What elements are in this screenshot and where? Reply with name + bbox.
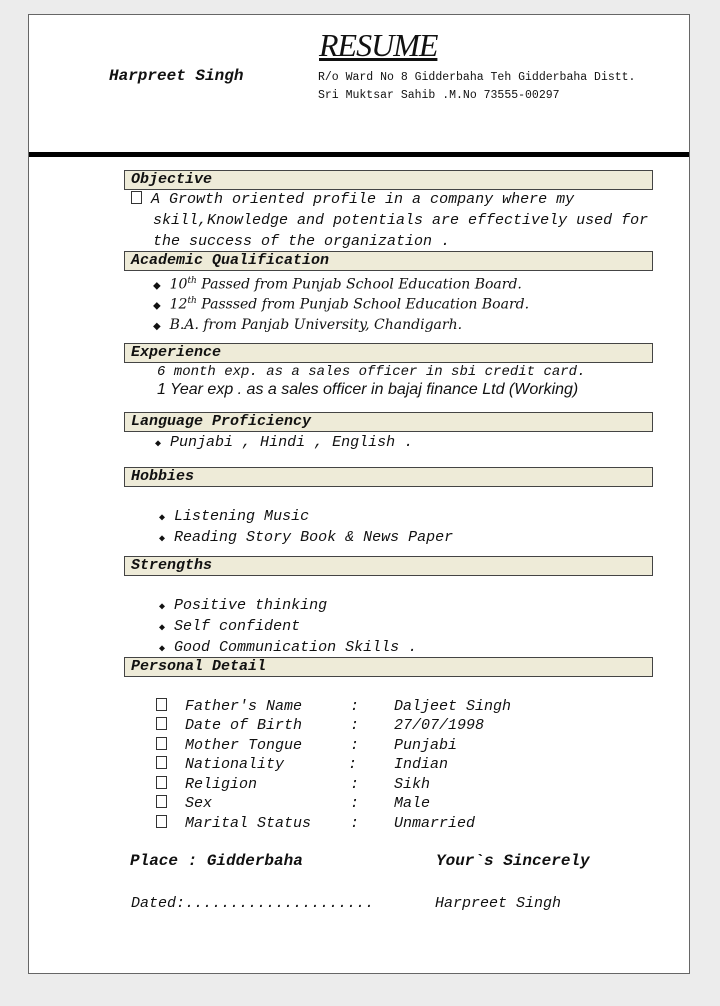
language-heading: Language Proficiency (124, 412, 653, 432)
bullet-icon: ◆ (153, 300, 161, 312)
academic-item: ◆ B.A. from Panjab University, Chandigarh. (153, 317, 463, 333)
checkbox-icon (156, 737, 167, 750)
hobbies-heading: Hobbies (124, 467, 653, 487)
bullet-icon: ◆ (159, 644, 166, 655)
personal-value: Male (394, 795, 431, 812)
checkbox-icon (156, 815, 167, 828)
resume-title: RESUME (319, 27, 438, 63)
checkbox-icon (156, 717, 167, 730)
personal-value: Punjabi (394, 737, 458, 754)
personal-row: Nationality (156, 756, 284, 773)
hobby-item: ◆ Reading Story Book & News Paper (159, 529, 454, 546)
objective-line-1: A Growth oriented profile in a company where my (131, 191, 574, 208)
strength-item: ◆ Self confident (159, 618, 301, 635)
checkbox-icon (156, 776, 167, 789)
personal-row: Marital Status (156, 815, 311, 832)
address: R/o Ward No 8 Gidderbaha Teh Gidderbaha Distt. Sri Muktsar Sahib .M.No 73555-00297 (318, 71, 636, 102)
bullet-icon: ◆ (159, 513, 166, 524)
personal-row: Sex (156, 795, 212, 812)
personal-sep: : (350, 776, 360, 793)
personal-value: 27/07/1998 (394, 717, 485, 734)
personal-sep: : (350, 698, 360, 715)
bullet-icon: ◆ (153, 280, 161, 292)
bullet-icon: ◆ (153, 321, 161, 332)
personal-row: Date of Birth (156, 717, 302, 734)
personal-row: Religion (156, 776, 257, 793)
bullet-icon: ◆ (155, 439, 162, 450)
personal-value: Indian (394, 756, 449, 773)
personal-sep: : (350, 717, 360, 734)
strength-item: ◆ Good Communication Skills . (159, 639, 418, 656)
personal-sep: : (350, 737, 360, 754)
objective-line-3: the success of the organization . (153, 233, 451, 250)
strengths-heading: Strengths (124, 556, 653, 576)
personal-row: Father's Name (156, 698, 302, 715)
personal-value: Unmarried (394, 815, 476, 832)
personal-sep: : (350, 815, 360, 832)
personal-value: Sikh (394, 776, 431, 793)
strength-item: ◆ Positive thinking (159, 597, 328, 614)
resume-page (28, 14, 690, 974)
checkbox-icon (156, 756, 167, 769)
experience-line-1: 6 month exp. as a sales officer in sbi credit card. (157, 364, 586, 380)
applicant-name: Harpreet Singh (109, 67, 244, 85)
academic-heading: Academic Qualification (124, 251, 653, 271)
personal-value: Daljeet Singh (394, 698, 512, 715)
language-item: ◆ Punjabi , Hindi , English . (155, 434, 414, 451)
bullet-icon: ◆ (159, 602, 166, 613)
experience-line-2: 1 Year exp . as a sales officer in bajaj finance Ltd (Working) (157, 381, 579, 398)
personal-heading: Personal Detail (124, 657, 653, 677)
header-divider (29, 152, 689, 157)
hobby-item: ◆ Listening Music (159, 508, 310, 525)
dated: Dated:..................... (131, 895, 375, 912)
academic-item: ◆ 12th Passsed from Punjab School Education Board. (153, 296, 530, 313)
bullet-icon: ◆ (159, 534, 166, 545)
checkbox-icon (156, 698, 167, 711)
place: Place : Gidderbaha (130, 852, 303, 870)
personal-sep: : (348, 756, 358, 773)
objective-line-2: skill,Knowledge and potentials are effectively used for (153, 212, 649, 229)
bullet-icon: ◆ (159, 623, 166, 634)
personal-row: Mother Tongue (156, 737, 302, 754)
academic-item: ◆ 10th Passed from Punjab School Education Board. (153, 276, 522, 293)
objective-heading: Objective (124, 170, 653, 190)
signature-name: Harpreet Singh (435, 895, 562, 912)
experience-heading: Experience (124, 343, 653, 363)
checkbox-icon (156, 795, 167, 808)
checkbox-icon (131, 191, 142, 204)
personal-sep: : (350, 795, 360, 812)
closing: Your`s Sincerely (436, 852, 590, 870)
